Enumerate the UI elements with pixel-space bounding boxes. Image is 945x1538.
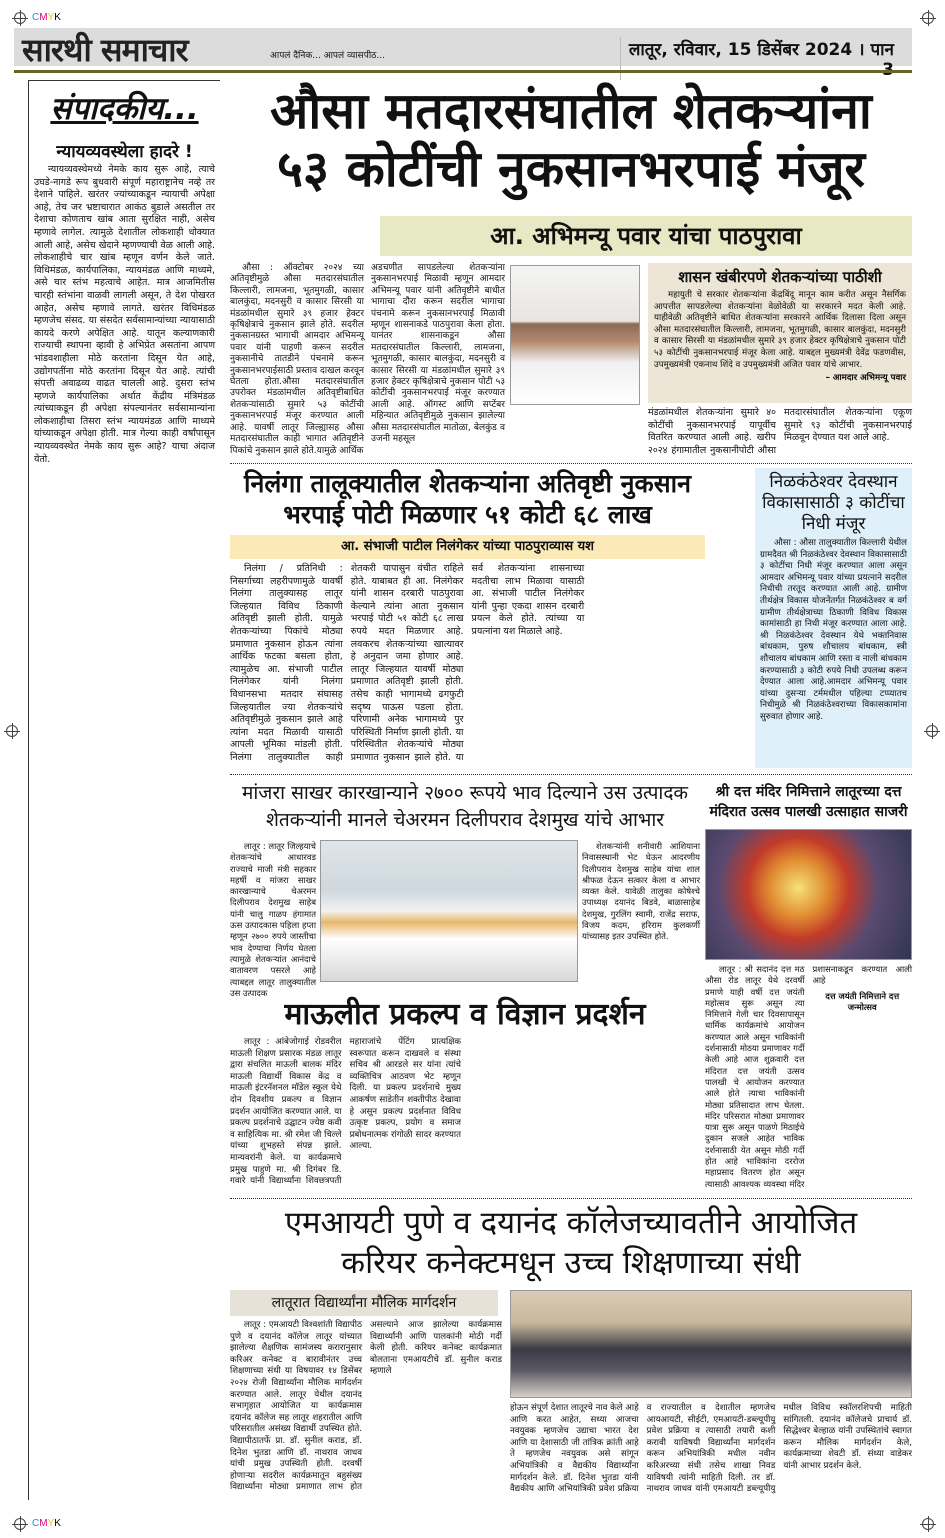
- editorial-label: संपादकीय...: [50, 91, 199, 127]
- editorial-text: न्यायव्यवस्थेमध्ये नेमके काय सुरू आहे, त्याचे उघडे-नागडे रूप बुधवारी संपूर्ण महाराष्ट्रानेच नव्हे तर देशाने पाहिले. खरंतर ज्यांच्याकडून न्यायाची अपेक्षा आहे, तेच जर भ्रष्टाचारात आकंठ बुडाले असतील तर देशाचा कोणताच खांब आता सुरक्षित नाही, असेच म्हणावे लागेल. त्यामुळे देशातील लोकशाही धोक्यात आली आहे, असेच खेदाने म्हणण्याची वेळ आली आहे. लोकशाहीचे चार खांब म्हणून वर्णन केले जाते. विधिमंडळ, कार्यपालिका, न्यायमंडळ आणि माध्यमे, असे चार स्तंभ महत्वाचे आहेत. मात्र आजमितीस चारही स्तंभांना वाळवी लागली असून, ते देश पोखरत आहेत, असेच म्हणावे लागते. खरंतर विधिमंडळ म्हणजेच संसद. या संसदेत सर्वसामान्यांच्या न्यायासाठी कायदे करणे अपेक्षित आहे. यातून कल्याणकारी राज्याची स्थापना व्हावी हे अभिप्रेत असतांना आपण भांडवशाहीला मोठे करतांना दिसून येत आहे, उद्योगपतींना मोठे करतांना दिसून येत आहे. त्यांची संपत्ती अवाढव्य वाढत चालली आहे. दुसरा स्तंभ म्हणजे कार्यपालिका अर्थात केंद्रीय मंत्रिमंडळ त्यांच्याकडून ही अपेक्षा संपल्यानंतर सर्वसामान्यांना लोकशाहीचा तिसरा स्तंभ न्यायमंडळ आणि माध्यमे यांच्याकडून अपेक्षा होती. मात्र गेल्या काही वर्षांपासून न्यायव्यवस्थेत नेमके काय सुरू आहे? याचा अंदाज येतो.: [34, 164, 215, 465]
- editorial-title: न्यायव्यवस्थेला हादरे !: [56, 142, 193, 162]
- mauli-body: लातूर : आंबेजोगाई रोडवरील माऊली शिक्षण प्रसारक मंडळ लातूर द्वारा संचलित माऊली बालक मंदिर माऊली विद्यार्थी विकास केंद्र व माऊली इंटरनॅशनल मॉडेल स्कूल येथे दोन दिवशीय प्रकल्प व विज्ञान प्रदर्शन आयोजित करण्यात आले. या प्रकल्प प्रदर्शनाचे उद्घाटन ज्येष्ठ कवी व साहित्यिक मा. श्री रमेश जी चिल्ले यांच्या शुभहस्ते संपन्न झाले. मान्यवरांनी केले. या कार्यक्रमाचे प्रमुख पाहुणे मा. श्री दिगंबर डि. गवारे यांनी विद्यार्थ्यांना शिवछत्रपती महाराजांचे पेंटिंग प्रात्यक्षिक स्वरूपात करून दाखवले व संस्था सचिव श्री आरडले सर यांना त्यांचे व्यक्तिचित्र आठवण भेट म्हणून दिली. या प्रकल्प प्रदर्शनाचे मुख्य आकर्षण साडेतीन शक्तीपीठ देखावा हे असून प्रकल्प प्रदर्शनात विविध उत्कृष्ट प्रकल्प, प्रयोग व समाज प्रबोधनात्मक रांगोळी सादर करण्यात आल्या.: [230, 1037, 461, 1187]
- cmyk-mark: CMYK: [32, 12, 61, 23]
- divider: [230, 463, 912, 464]
- nilkantheshwar-box: निळकंठेश्वर देवस्थान विकासासाठी ३ कोटींचा निधी मंजूर औसा : औसा तालुक्यातील किल्लारी येथील ग्रामदैवत श्री निळकंठेश्वर देवस्थान विकासासाठी ३ कोटींचा निधी मंजूर करण्यात आला असून आमदार अभिमन्यू पवार यांच्या प्रयत्नाने सदरील निधीची तरतूद करण्यात आली आहे. ग्रामीण तीर्थक्षेत्र विकास योजनेंतर्गत निळकंठेश्वर ब वर्ग ग्रामीण तीर्थक्षेत्राच्या ठिकाणी विविध विकास कामांसाठी हा निधी मंजूर करण्यात आला आहे. श्री निळकंठेश्वर देवस्थान येथे भक्तनिवास बांधकाम, पुरुष शौचालय बांधकाम, स्त्री शौचालय बांधकाम आणि रस्ता व नाली बांधकाम करण्यासाठी ३ कोटी रुपये निधी उपलब्ध करून देण्यात आला आहे.आमदार अभिमन्यू पवार यांच्या दुसऱ्या टर्ममधील पहिल्या टप्प्यातच निधीमुळे श्री निळकंठेश्वराच्या विकासकामांना सुरुवात होणार आहे.: [755, 468, 912, 768]
- tagline: आपलं दैनिक... आपलं व्यासपीठ...: [270, 51, 385, 61]
- mit-body: लातूर : एमआयटी विश्वशांती विद्यापीठ पुणे व दयानंद कॉलेज लातूर यांच्यात झालेल्या शैक्षणिक सामंजस्य करारानुसार करिअर कनेक्ट व बारावीनंतर उच्च शिक्षणाच्या संधी या विषयावर १४ डिसेंबर २०२४ रोजी विद्यार्थ्यांना मौलिक मार्गदर्शन करण्यात आले. लातूर येथील दयानंद सभागृहात आयोजित या कार्यक्रमास दयानंद कॉलेज सह लातूर शहरातील आणि परिसरातील असंख्य विद्यार्थी उपस्थित होते. विद्यापीठातर्फे प्रा. डॉ. सुनील कराड, डॉ. दिनेश भुतडा आणि डॉ. नाथराव जाधव यांची प्रमुख उपस्थिती होती. दरवर्षी होणाऱ्या सदरील कार्यक्रमातून बहुसंख्य विद्यार्थ्यांना मोठ्या प्रमाणात लाभ होत असल्याने आज झालेल्या कार्यक्रमास विद्यार्थ्यांनी आणि पालकांनी मोठी गर्दी केली होती. करियर कनेक्ट कार्यक्रमात बोलताना एमआयटीचे डॉ. सुनील कराड म्हणाले: [230, 1320, 502, 1493]
- mit-subhead: लातूरात विद्यार्थ्यांना मौलिक मार्गदर्शन: [230, 1290, 498, 1316]
- nilanga-headline: निलंगा तालूक्यातील शेतकऱ्यांना अतिवृष्टी नुकसान भरपाई पोटी मिळणार ५१ कोटी ६८ लाख: [244, 469, 691, 529]
- registration-mark-icon: [922, 12, 934, 24]
- lead-subhead: आ. अभिमन्यू पवार यांचा पाठपुरावा: [380, 216, 912, 256]
- photo-datta-palkhi: [705, 829, 912, 960]
- lead-body-col-2: अडचणीत सापडलेल्या शेतकऱ्यांना नुकसानभरपाई मिळावी म्हणून आमदार अभिमन्यू पवार यांनी अतिवृष्टीने बाधीत भागाचा दौरा करून सदरील भागाचा पंचनामे करून नुकसानभरपाई मिळावी म्हणून शासनाकडे पाठपुरावा केला होता. यानंतर शासनाकडून औसा मतदारसंघातील किल्लारी, लामजना, भूतमुगळी, कासार बालकुंदा, मदनसुरी व कासार सिरसी या मंडळांमधील सुमारे ३९ हजार हेक्टर कृषिक्षेत्राचे नुकसान पोटी ५३ कोटींची नुकसानभरपाई मंजूर करण्यात आली आहे. ऑगस्ट आणि सप्टेंबर महिन्यात अतिवृष्टीमुळे नुकसान झालेल्या औसा मतदारसंघातील मातोळा, बेलकुंड व उजनी महसूल: [371, 263, 505, 445]
- cmyk-mark: CMYK: [32, 1518, 61, 1529]
- nilanga-subhead: आ. संभाजी पाटील निलंगेकर यांच्या पाठपुराव्यास यश: [230, 535, 705, 559]
- mit-headline: एमआयटी पुणे व दयानंद कॉलेजच्यावतीने आयोजित करियर कनेक्टमधून उच्च शिक्षणाच्या संधी: [284, 1205, 858, 1281]
- lead-headline: औसा मतदारसंघातील शेतकऱ्यांना ५३ कोटींची नुकसानभरपाई मंजूर: [270, 82, 872, 198]
- registration-mark-icon: [14, 1518, 26, 1530]
- photo-abhimanyu-pawar: [510, 265, 640, 405]
- photo-manjra-felicitation: [320, 840, 578, 982]
- masthead-rule: [14, 70, 912, 73]
- date-page: लातूर, रविवार, 15 डिसेंबर 2024 । पान: [620, 37, 900, 80]
- lead-body: औसा : ऑक्टोबर २०२४ च्या अतिवृष्टीमुळे औसा मतदारसंघातील किल्लारी, लामजना, भूतमुगळी, कासार बालकुंदा, मदनसुरी व कासार सिरसी या मंडळांमधील सुमारे ३९ हजार हेक्टर कृषिक्षेत्राचे नुकसान झाले होते. सदरील नुकसानग्रस्त भागाची आमदार अभिमन्यू पवार यांनी पाहणी करून सदरील नुकसानीचे तातडीने पंचनामे करून नुकसानभरपाईसाठी प्रस्ताव दाखल करवून घेतला होता.औसा मतदारसंघातील उपरोक्त मंडळांमधील अतिवृष्टीबाधित शेतकऱ्यांसाठी सुमारे ५३ कोटींची नुकसानभरपाई मंजूर करण्यात आली आहे. यावर्षी लातूर जिल्ह्यासह औसा मतदारसंघातील काही भागात अतिवृष्टीने पिकांचे नुकसान झाले होते.यामुळे आर्थिक: [230, 263, 364, 456]
- mit-body-continued: होऊन संपूर्ण देशात लातूरचे नाव केले आहे आणि करत आहेत, सध्या आजचा नवयुवक म्हणजेच उद्याचा भारत देश आणि या देशासाठी जी तांत्रिक क्रांती आहे ते म्हणजेच नवयुवक असे सांगून अभियांत्रिकी व वैद्यकीय विद्यार्थ्यांना मार्गदर्शन केले. डॉ. दिनेश भुतडा यांनी वैद्यकीय आणि अभियांत्रिकी प्रवेश प्रक्रिया व राज्यातील व देशातील म्हणजेच आयआयटी, सीईटी, एमआयटी-डब्ल्यूपीयु प्रवेश प्रक्रिया व त्यासाठी तयारी कशी करावी याविषयी विद्यार्थ्यांना मार्गदर्शन करून अभियांत्रिकी मधील नवीन करिअरच्या संधी तसेच शाखा निवड याविषयी त्यांनी माहिती दिली. तर डॉ. नाथराव जाधव यांनी एमआयटी डब्ल्यूपीयु मधील विविध स्कॉलरशिपची माहिती सांगितली. दयानंद कॉलेजचे प्राचार्य डॉ. सिद्धेश्वर बेल्हाळ यांनी उपस्थितांचे स्वागत करून मौलिक मार्गदर्शन केले, कार्यक्रमाच्या शेवटी डॉ. संध्या वाडेकर यांनी आभार प्रदर्शन केले.: [510, 1403, 912, 1495]
- manjra-body-continued: शेतकऱ्यांनी शनीवारी आशियाना निवासस्थानी भेट घेऊन आदरणीय दिलीपराव देशमुख साहेब यांचा शाल श्रीफळ देऊन सत्कार केला व आभार व्यक्त केले. यावेळी तालुका कोषेश्चे उपाध्यक्ष दयानंद बिडवे, बाळासाहेब देशमुख, गुरलिंग स्वामी, राजेंद्र सराफ, विजय कदम, हरिराम कुलकर्णी यांच्यासह इतर उपस्थित होते.: [582, 841, 700, 942]
- nilanga-body: निलंगा / प्रतिनिधी : निसर्गाच्या लहरीपणामुळे यावर्षी निलंगा तालुक्यासह लातूर जिल्हयात विविध ठिकाणी अतिवृष्टी झाली होती. यामुळे शेतकऱ्यांच्या पिकांचे मोठ्या प्रमाणात नुकसान होऊन त्यांना आर्थिक फटका बसला होता, त्यामुळेच आ. संभाजी पाटील निलंगेकर यांनी निलंगा विधानसभा मतदार संघासह जिल्हयातील ज्या शेतकऱ्यांचे अतिवृष्टीमुळे नुकसान झाले आहे त्यांना मदत मिळावी यासाठी आपली भूमिका मांडली होती. निलंगा तालुक्यातील काही शेतकरी यापासुन वंचीत राहिले होते. याबाबत ही आ. निलंगेकर यांनी शासन दरबारी पाठपुरावा केल्याने त्यांना आता नुकसान भरपाई पोटी ५१ कोटी ६८ लाख रुपये मदत मिळणार आहे. लवकरच शेतकऱ्यांच्या खात्यावर हे अनुदान जमा होणार आहे. लातूर जिल्हयात यावर्षी मोठ्या प्रमाणात अतिवृष्टी झाली होती. तसेच काही भागामध्ये ढगफुटी सदृष्य पाऊस पडला होता. परिणामी अनेक भागामध्ये पुर परिस्थिती निर्माण झाली होती. या परिस्थितीत शेतकऱ्यांचे मोठ्या प्रमाणात नुकसान झाले होते. या सर्व शेतकऱ्यांना शासनाच्या मदतीचा लाभ मिळावा यासाठी आ. संभाजी पाटील निलंगेकर यांनी पुन्हा एकदा शासन दरबारी प्रयत्न केले होते. त्यांच्या या प्रयत्नांना यश मिळाले आहे.: [230, 563, 585, 763]
- manjra-body: लातूर : लातूर जिल्हयाचे शेतकऱ्यांचे आधारवड राज्याचे माजी मंत्री सहकार महर्षी व मांजरा साखर कारखान्याचे चेअरमन दिलीपराव देशमुख साहेब यांनी चालु गाळप हंगामात ऊस उत्पादकास पहिला हप्ता म्हणून २७०० रुपये जास्तीचा भाव देण्याचा निर्णय घेतला त्यामुळे शेतकऱ्यांत आनंदाचे वातावरण पसरले आहे त्याबद्दल लातूर तालुक्यातील उस उत्पादक: [230, 841, 316, 998]
- registration-mark-icon: [926, 725, 938, 737]
- photo-career-connect: [510, 1290, 912, 1398]
- registration-mark-icon: [6, 725, 18, 737]
- newspaper-logo: सारथी समाचार: [22, 31, 188, 69]
- lead-body-continued: मंडळांमधील शेतकऱ्यांना सुमारे ४० कोटींची नुकसानभरपाई यापूर्वीच वितरित करण्यात आली आहे. खरीप २०२४ हंगामातील नुकसानीपोटी औसा मतदारसंघातील शेतकऱ्यांना एकूण सुमारे ९३ कोटींची नुकसानभरपाई मिळवून देण्यात यश आले आहे.: [648, 407, 912, 456]
- datta-headline: श्री दत्त मंदिर निमित्ताने लातूरच्या दत्त मंदिरात उत्सव पालखी उत्साहात साजरी: [709, 784, 908, 820]
- lead-body-col-3: [510, 408, 642, 460]
- editorial-column: [28, 80, 220, 1500]
- lead-quote-box: शासन खंबीरपणे शेतकऱ्यांच्या पाठीशी महायुती चे सरकार शेतकऱ्यांना केंद्रबिंदू मानून काम करीत असून नैसर्गिक आपत्तीत सापडलेल्या शेतकऱ्यांना वेळोवेळी या सरकारने मदत केली आहे. याहीवेळी अतिवृष्टीने बाधित शेतकऱ्यांना सरकारने आर्थिक दिलासा दिला असून औसा मतदारसंघातील किल्लारी, लामजना, भूतमुगळी, कासार बालकुंदा, मदनसुरी व कासार सिरसी या मंडळांमधील सुमारे ३९ हजार हेक्टर कृषिक्षेत्राचे नुकसान पोटी ५३ कोटींची नुकसानभरपाई मंजूर केला आहे. याबद्दल मुख्यमंत्री देवेंद्र फडणवीस, उपमुख्यमंत्री एकनाथ शिंदे व उपमुख्यमंत्री अजित पवार यांचे आभार. – आमदार अभिमन्यू पवार: [648, 263, 912, 403]
- divider: [230, 774, 912, 775]
- manjra-headline: मांजरा साखर कारखान्याने २७०० रूपये भाव दिल्याने उस उत्पादक शेतकऱ्यांनी मानले चेअरमन दिलीपराव देशमुख यांचे आभार: [241, 782, 689, 831]
- registration-mark-icon: [922, 1518, 934, 1530]
- mauli-headline: माऊलीत प्रकल्प व विज्ञान प्रदर्शन: [284, 997, 646, 1032]
- divider: [230, 1198, 912, 1199]
- datta-body: लातूर : श्री सदानंद दत्त मठ औसा रोड लातूर येथे दरवर्षी प्रमाणे याही वर्षी दत्त जयंती महोत्सव सुरू असून त्या निमित्ताने गेली चार दिवसापासून धार्मिक कार्यक्रमांचे आयोजन करण्यात आले असून भाविकांनी दर्शनासाठी मोठया प्रमाणावर गर्दी केली आहे आज शुक्रवारी दत्त मंदिरात दत्त जयंती उत्सव पालखी चे आयोजन करण्यात आले होते त्याचा भाविकांनी मोठ्या प्रतिसादात लाभ घेतला. मंदिर परिसरात मोठ्या प्रमाणावर यात्रा सुरू असून पाळणे मिठाईचे दुकान सजले आहेत भाविक दर्शनासाठी येत असून मोठी गर्दी होत आहे भाविकांना दररोज महाप्रसाद वितरण होत असून त्यासाठी आवश्यक व्यवस्था मंदिर प्रशासनाकडून करण्यात आली आहे दत्त जयंती निमित्ताने दत्त जन्मोत्सव: [705, 964, 912, 1189]
- registration-mark-icon: [14, 12, 26, 24]
